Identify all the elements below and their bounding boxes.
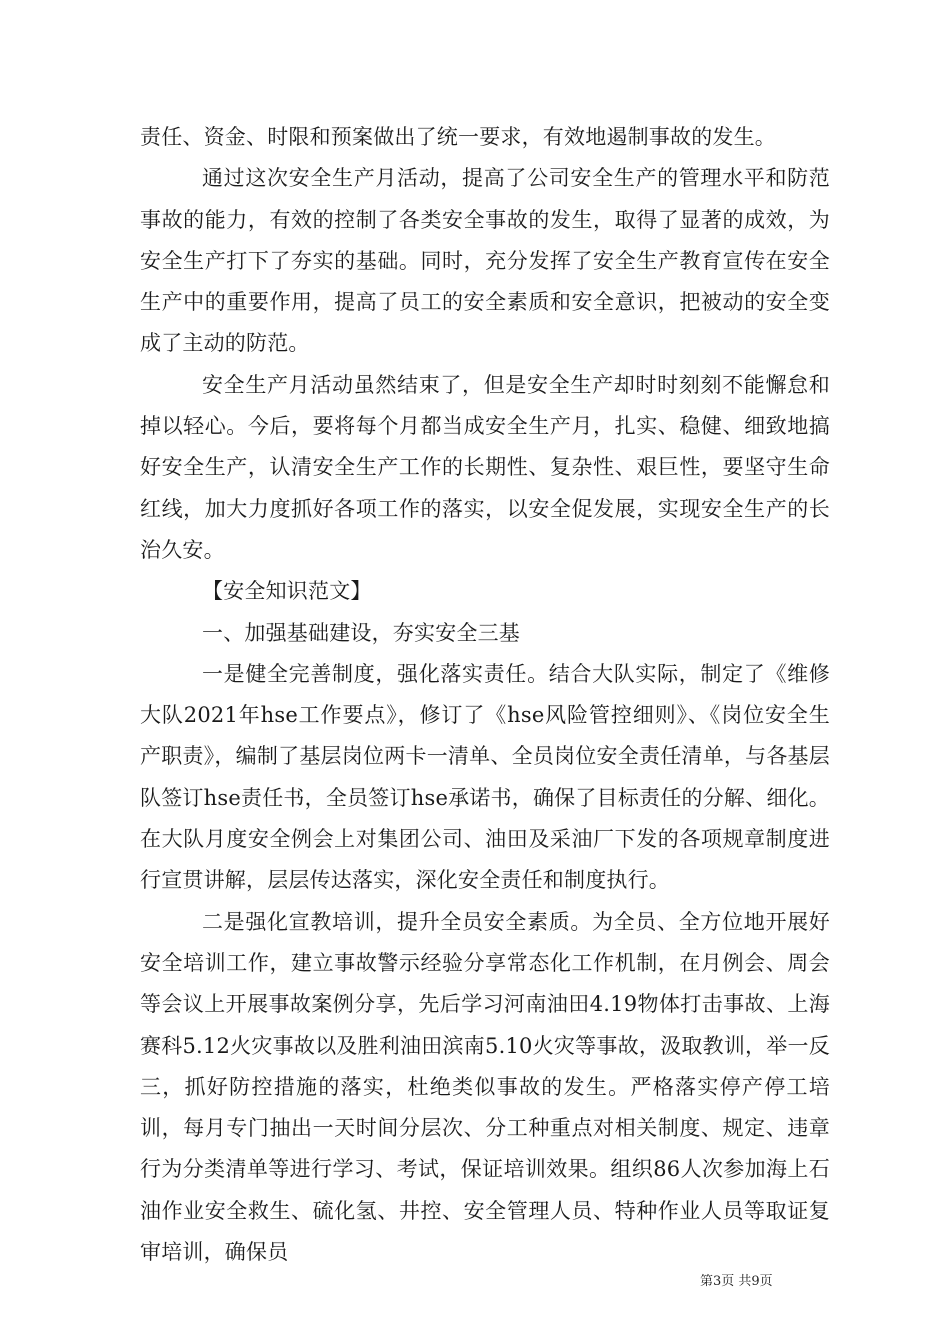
section-heading-foundation: 一、加强基础建设，夯实安全三基 bbox=[202, 620, 520, 645]
paragraph-system-responsibility: 一是健全完善制度，强化落实责任。结合大队实际，制定了《维修大队2021年hse工作要点》，修订了《hse风险管控细则》、《岗位安全生产职责》，编制了基层岗位两卡一清单、全员岗位安全责任清单，与各基层队签订hse责任书，全员签订hse承诺书，确保了目标责任的分解、细化。在大队月度安全例会上对集团公司、油田及采油厂下发的各项规章制度进行宣贯讲解，层层传达落实，深化安全责任和制度执行。 bbox=[140, 661, 830, 893]
paragraph-training: 二是强化宣教培训，提升全员安全素质。为全员、全方位地开展好安全培训工作，建立事故警示经验分享常态化工作机制，在月例会、周会等会议上开展事故案例分享，先后学习河南油田4.19物体打击事故、上海赛科5.12火灾事故以及胜利油田滨南5.10火灾等事故，汲取教训，举一反三，抓好防控措施的落实，杜绝类似事故的发生。严格落实停产停工培训，每月专门抽出一天时间分层次、分工种重点对相关制度、规定、违章行为分类清单等进行学习、考试，保证培训效果。组织86人次参加海上石油作业安全救生、硫化氢、井控、安全管理人员、特种作业人员等取证复审培训，确保员 bbox=[140, 909, 830, 1265]
section-heading-sample: 【安全知识范文】 bbox=[202, 579, 372, 604]
paragraph-activity-results: 通过这次安全生产月活动，提高了公司安全生产的管理水平和防范事故的能力，有效的控制了各类安全事故的发生，取得了显著的成效，为安全生产打下了夯实的基础。同时，充分发挥了安全生产教育宣传在安全生产中的重要作用，提高了员工的安全素质和安全意识，把被动的安全变成了主动的防范。 bbox=[140, 166, 830, 356]
paragraph-continuation: 责任、资金、时限和预案做出了统一要求，有效地遏制事故的发生。 bbox=[140, 125, 776, 149]
page-footer: 第3页 共9页 bbox=[700, 1274, 773, 1289]
document-body bbox=[140, 117, 830, 1273]
paragraph-future-plans: 安全生产月活动虽然结束了，但是安全生产却时时刻刻不能懈怠和掉以轻心。今后，要将每个月都当成安全生产月，扎实、稳健、细致地搞好安全生产，认清安全生产工作的长期性、复杂性、艰巨性，要坚守生命红线，加大力度抓好各项工作的落实，以安全促发展，实现安全生产的长治久安。 bbox=[140, 372, 830, 562]
